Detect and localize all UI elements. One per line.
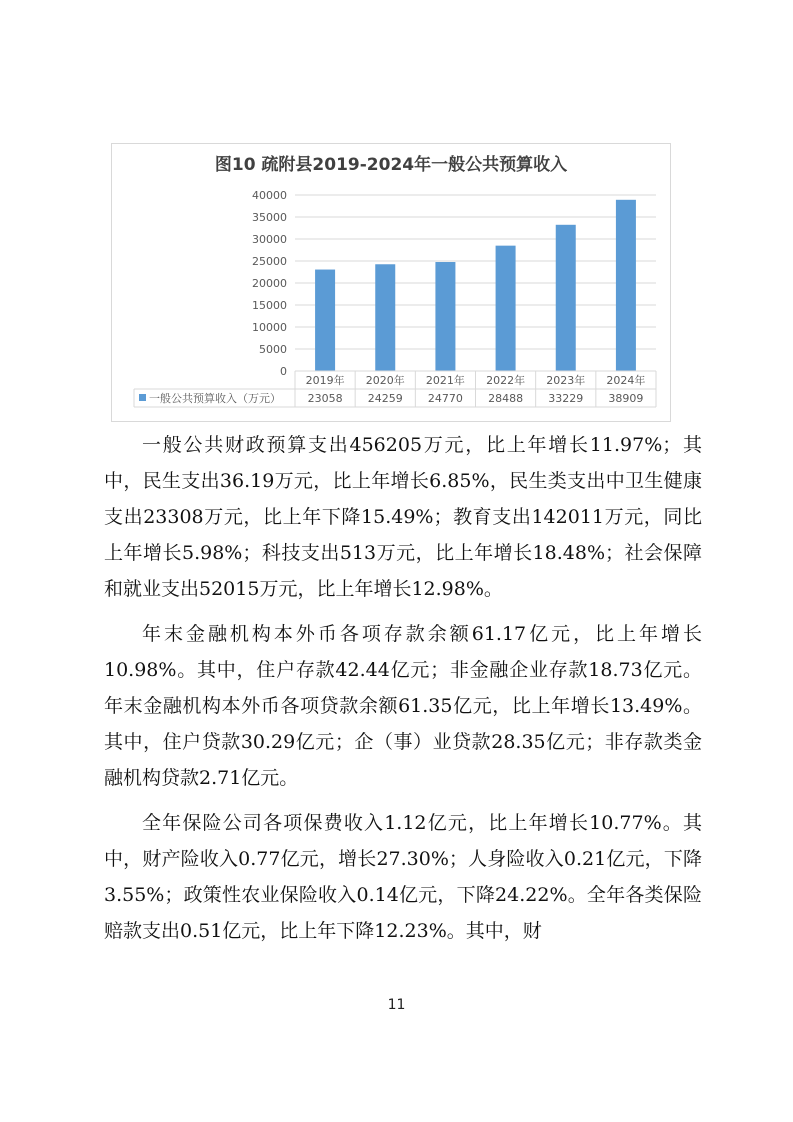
data-label: 24770 — [427, 392, 463, 405]
bar — [496, 246, 516, 371]
chart-canvas — [112, 144, 670, 421]
legend-swatch — [139, 394, 146, 401]
data-label: 24259 — [367, 392, 403, 405]
paragraph-finance: 年末金融机构本外币各项存款余额61.17亿元，比上年增长10.98%。其中，住户存款42.44亿元；非金融企业存款18.73亿元。年末金融机构本外币各项贷款余额61.35亿元，比上年增长13.49%。其中，住户贷款30.29亿元；企（事）业贷款28.35亿元；非存款类金融机构贷款2.71亿元。 — [104, 623, 702, 789]
chart-title: 图10 疏附县2019-2024年一般公共预算收入 — [214, 155, 568, 175]
x-tick-label: 2021年 — [425, 374, 465, 387]
paragraph-insurance: 全年保险公司各项保费收入1.12亿元，比上年增长10.77%。其中，财产险收入0.77亿元，增长27.30%；人身险收入0.21亿元，下降3.55%；政策性农业保险收入0.14亿元，下降24.22%。全年各类保险赔款支出0.51亿元，比上年下降12.23%。其中，财 — [104, 812, 702, 942]
revenue-chart — [111, 143, 671, 422]
x-tick-label: 2023年 — [546, 374, 586, 387]
bar — [616, 200, 636, 371]
x-tick-label: 2024年 — [606, 374, 646, 387]
page-number: 11 — [387, 997, 406, 1013]
y-tick-label: 30000 — [252, 233, 287, 246]
y-tick-label: 5000 — [259, 343, 287, 356]
paragraph-expenditure: 一般公共财政预算支出456205万元，比上年增长11.97%；其中，民生支出36.19万元，比上年增长6.85%，民生类支出中卫生健康支出23308万元，比上年下降15.49%；教育支出142011万元，同比上年增长5.98%；科技支出513万元，比上年增长18.48%；社会保障和就业支出52015万元，比上年增长12.98%。 — [104, 434, 702, 600]
bar — [375, 264, 395, 371]
y-tick-label: 40000 — [252, 189, 287, 202]
data-label: 28488 — [488, 392, 524, 405]
data-label: 23058 — [307, 392, 343, 405]
data-label: 38909 — [608, 392, 644, 405]
y-tick-label: 10000 — [252, 321, 287, 334]
bar — [315, 270, 335, 371]
bar — [435, 262, 455, 371]
bar — [556, 225, 576, 371]
x-tick-label: 2020年 — [365, 374, 405, 387]
body-text — [104, 427, 702, 958]
y-tick-label: 35000 — [252, 211, 287, 224]
x-tick-label: 2019年 — [305, 374, 345, 387]
y-tick-label: 0 — [280, 365, 287, 378]
y-tick-label: 20000 — [252, 277, 287, 290]
y-tick-label: 25000 — [252, 255, 287, 268]
legend-label: 一般公共预算收入（万元） — [149, 392, 281, 405]
x-tick-label: 2022年 — [486, 374, 526, 387]
y-tick-label: 15000 — [252, 299, 287, 312]
data-label: 33229 — [548, 392, 584, 405]
